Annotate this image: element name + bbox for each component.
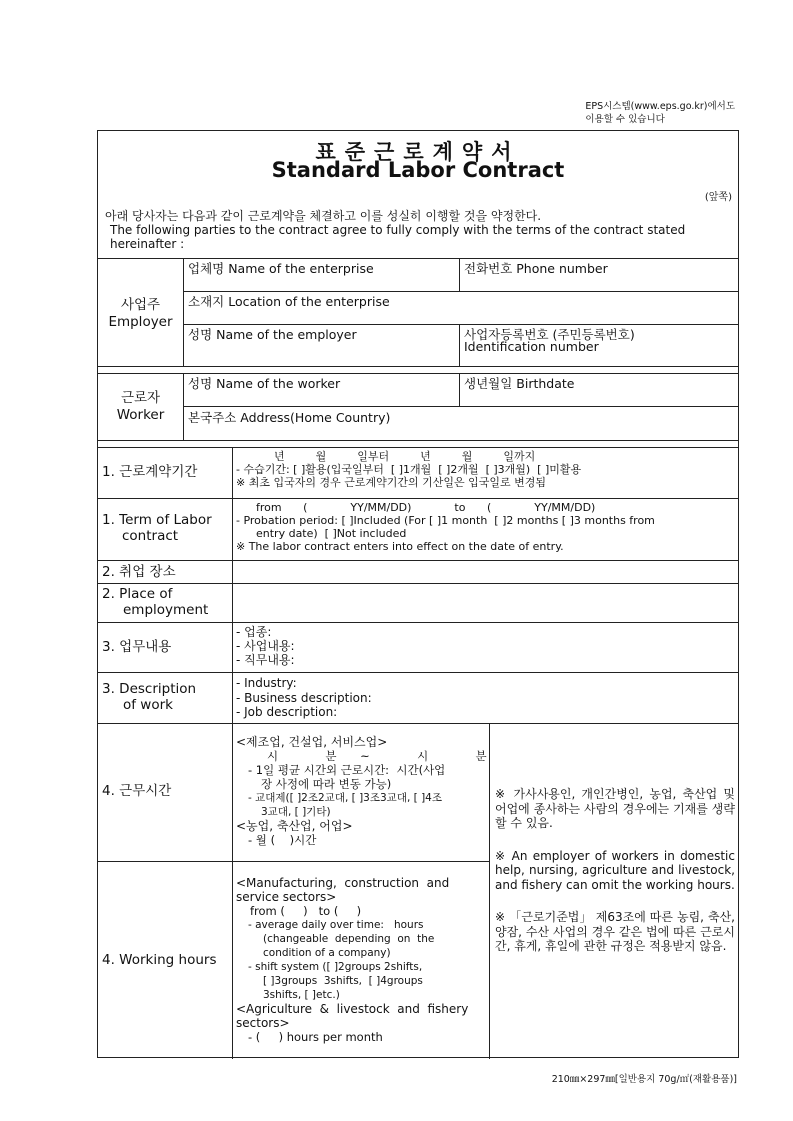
worker-label-en: Worker xyxy=(116,407,165,423)
paper-spec-footer: 210㎜×297㎜[일반용지 70g/㎡(재활용품)] xyxy=(551,1074,737,1085)
hours-kr-heading-2: <농업, 축산업, 어업> xyxy=(236,819,353,833)
term-kr-probation: - 수습기간: [ ]활용(입국일부터 [ ]1개월 [ ]2개월 [ ]3개월) [ ]미활용 xyxy=(236,463,582,476)
hours-en-shift-2: [ ]3groups 3shifts, [ ]4groups xyxy=(263,975,423,987)
hours-label-kr: 4. 근무시간 xyxy=(102,783,172,799)
hours-en-avg-3: condition of a company) xyxy=(263,947,391,959)
hours-kr-time: 시 분 ~ 시 분 xyxy=(267,749,487,763)
worker-label xyxy=(98,390,183,424)
phone-number-field[interactable]: 전화번호 Phone number xyxy=(464,261,608,276)
term-en-label-2: contract xyxy=(122,528,179,544)
hours-en-month: - ( ) hours per month xyxy=(248,1030,383,1044)
eps-system-note xyxy=(585,100,735,126)
hours-en-heading-1b: service sectors> xyxy=(236,890,337,904)
term-kr-period: 년 월 일부터 년 월 일까지 xyxy=(274,450,536,463)
work-en-industry: - Industry: xyxy=(236,676,297,690)
hours-en-avg-2: (changeable depending on the xyxy=(263,933,435,945)
enterprise-name-field[interactable]: 업체명 Name of the enterprise xyxy=(188,261,374,276)
reg-no-en: Identification number xyxy=(464,339,599,354)
side-note-kr-1: ※ 가사사용인, 개인간병인, 농업, 축산업 및 어업에 종사하는 사람의 경우에는 기재를 생략할 수 있음. xyxy=(495,787,735,830)
hours-kr-avg-2: 장 사정에 따라 변동 가능) xyxy=(261,777,392,791)
term-en-label-1: 1. Term of Labor xyxy=(102,512,212,528)
employer-name-field[interactable]: 성명 Name of the employer xyxy=(188,327,357,342)
place-label-en xyxy=(102,586,208,618)
side-note-en: ※ An employer of workers in domestic help, nursing, agriculture and livestock, and fishery can omit the working hours. xyxy=(495,848,735,892)
contract-form xyxy=(97,130,739,1058)
hours-en-avg-1: - average daily over time: hours xyxy=(248,919,424,931)
intro-text xyxy=(105,209,737,251)
hours-kr-heading-1: <제조업, 건설업, 서비스업> xyxy=(236,735,388,749)
worker-name-field[interactable]: 성명 Name of the worker xyxy=(188,376,341,391)
employer-label-kr: 사업주 xyxy=(120,297,161,313)
identification-number-field[interactable] xyxy=(464,328,635,354)
hours-label-en: 4. Working hours xyxy=(102,952,217,968)
title-english: Standard Labor Contract xyxy=(271,158,565,182)
work-en-content[interactable] xyxy=(236,676,372,720)
birthdate-field[interactable]: 생년월일 Birthdate xyxy=(464,376,575,391)
intro-english: The following parties to the contract agree to fully comply with the terms of the contract stated hereinafter : xyxy=(110,223,686,251)
hours-kr-shift-1: - 교대제([ ]2조2교대, [ ]3조3교대, [ ]4조 xyxy=(248,792,442,804)
title-korean: 표준근로계약서 xyxy=(315,140,521,164)
intro-korean: 아래 당사자는 다음과 같이 근로계약을 체결하고 이를 성실히 이행할 것을 약정한다. xyxy=(105,209,542,223)
term-label-en xyxy=(102,512,212,544)
hours-kr-shift-2: 3교대, [ ]기타) xyxy=(261,806,331,818)
work-label-kr: 3. 업무내용 xyxy=(102,639,172,655)
work-kr-job: - 직무내용: xyxy=(236,653,295,667)
hours-en-shift-3: 3shifts, [ ]etc.) xyxy=(263,989,340,1001)
reg-no-kr: 사업자등록번호 (주민등록번호) xyxy=(464,327,635,342)
work-en-business: - Business description: xyxy=(236,690,372,705)
place-en-label-1: 2. Place of xyxy=(102,586,173,602)
employer-label xyxy=(98,297,183,331)
term-en-period: from ( YY/MM/DD) to ( YY/MM/DD) xyxy=(256,501,596,514)
place-label-kr: 2. 취업 장소 xyxy=(102,564,176,580)
term-en-probation: - Probation period: [ ]Included (For [ ]1 month [ ]2 months [ ]3 months from xyxy=(236,514,655,527)
employer-label-en: Employer xyxy=(108,314,173,330)
eps-note-line-2: 이용할 수 있습니다 xyxy=(585,114,665,125)
work-en-label-2: of work xyxy=(123,697,173,713)
hours-en-heading-2b: sectors> xyxy=(236,1016,290,1030)
hours-en-fromto: from ( ) to ( ) xyxy=(250,904,362,918)
work-en-job: - Job description: xyxy=(236,705,338,719)
front-page-mark: (앞쪽) xyxy=(704,192,732,203)
work-en-label-1: 3. Description xyxy=(102,681,197,697)
hours-en-shift-1: - shift system ([ ]2groups 2shifts, xyxy=(248,961,423,973)
hours-kr-content[interactable] xyxy=(236,735,488,847)
worker-label-kr: 근로자 xyxy=(120,390,161,406)
work-kr-business: - 사업내용: xyxy=(236,639,295,653)
hours-side-notes xyxy=(495,787,735,954)
enterprise-location-field[interactable]: 소재지 Location of the enterprise xyxy=(188,294,390,309)
term-en-content[interactable] xyxy=(236,501,736,553)
term-label-kr: 1. 근로계약기간 xyxy=(102,464,198,480)
side-note-kr-2: ※ 「근로기준법」 제63조에 따른 농림, 축산, 양잠, 수산 사업의 경우 같은 법에 따른 근로시간, 휴게, 휴일에 관한 규정은 적용받지 않음. xyxy=(495,910,735,953)
hours-en-heading-2a: <Agriculture & livestock and fishery xyxy=(236,1002,469,1016)
home-address-field[interactable]: 본국주소 Address(Home Country) xyxy=(188,410,391,425)
work-kr-industry: - 업종: xyxy=(236,625,272,639)
term-kr-note: ※ 최초 입국자의 경우 근로계약기간의 기산일은 입국일로 변경됨 xyxy=(236,476,546,489)
hours-kr-month: - 월 ( )시간 xyxy=(248,833,317,847)
hours-kr-avg-1: - 1일 평균 시간외 근로시간: 시간(사업 xyxy=(248,763,446,777)
work-kr-content[interactable] xyxy=(236,625,295,667)
term-kr-content[interactable] xyxy=(236,450,736,489)
place-en-label-2: employment xyxy=(123,602,209,618)
hours-en-heading-1a: <Manufacturing, construction and xyxy=(236,876,450,890)
term-en-probation-2: entry date) [ ]Not included xyxy=(256,527,407,540)
term-en-note: ※ The labor contract enters into effect on the date of entry. xyxy=(236,540,564,553)
eps-note-line-1: EPS시스템(www.eps.go.kr)에서도 xyxy=(585,101,735,112)
hours-en-content[interactable] xyxy=(236,876,486,1044)
work-label-en xyxy=(102,681,196,713)
